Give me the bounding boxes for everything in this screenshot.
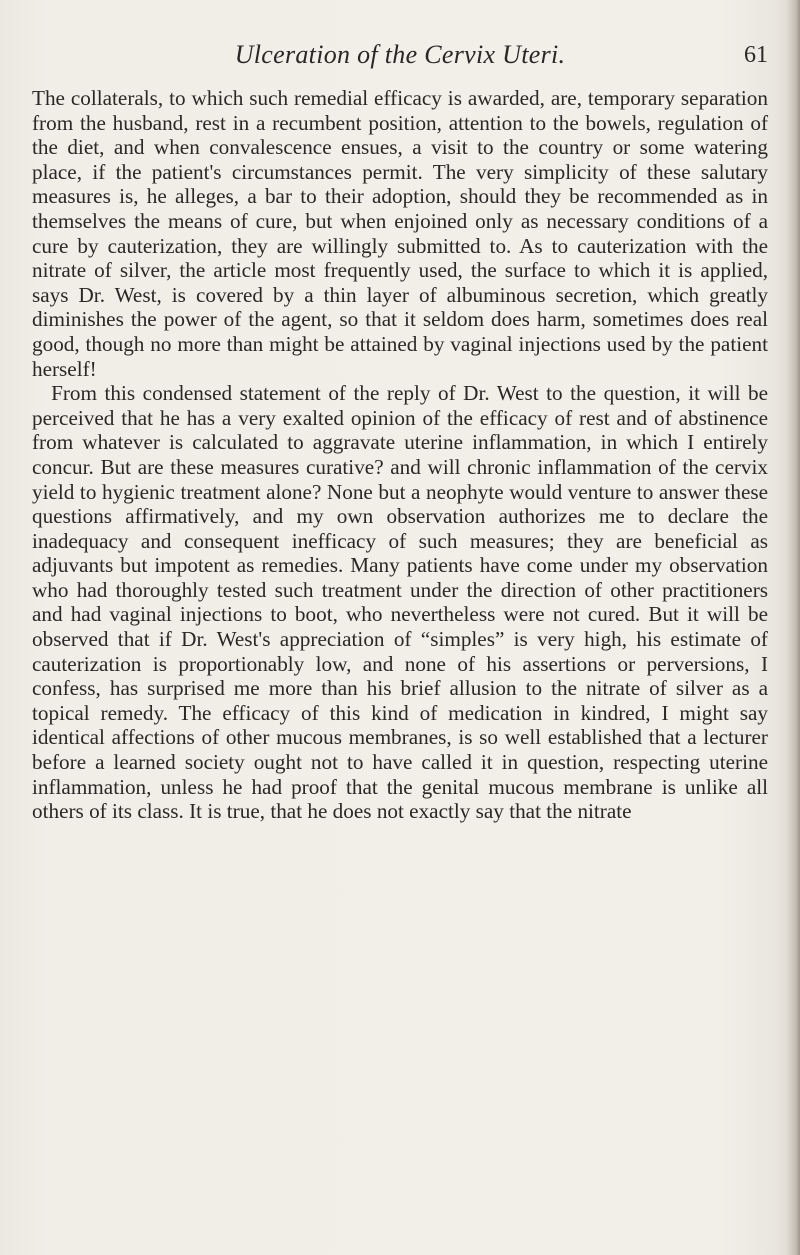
page-number: 61 [744, 42, 768, 68]
page-edge-shadow [786, 0, 800, 1255]
page-header [0, 40, 800, 76]
paragraph-2: From this condensed statement of the reply of Dr. West to the question, it will be perceived that he has a very exalted opinion of the efficacy of rest and of abstinence from whatever is calculated to aggravate uterine inflammation, in which I entirely concur. But are these measures curative? and will chronic inflammation of the cervix yield to hygienic treatment alone? None but a neophyte would venture to answer these questions affirmatively, and my own observation authorizes me to declare the inadequacy and consequent inefficacy of such measures; they are beneficial as adjuvants but impotent as remedies. Many patients have come under my observation who had thoroughly tested such treatment under the direction of other practitioners and had vaginal injections to boot, who nevertheless were not cured. But it will be observed that if Dr. West's appreciation of “simples” is very high, his estimate of cauterization is proportionably low, and none of his assertions or perversions, I confess, has surprised me more than his brief allusion to the nitrate of silver as a topical remedy. The efficacy of this kind of medication in kindred, I might say identical affections of other mucous membranes, is so well established that a lecturer before a learned society ought not to have called it in question, respecting uterine inflammation, unless he had proof that the genital mucous membrane is unlike all others of its class. It is true, that he does not exactly say that the nitrate [32, 381, 768, 824]
body-text [32, 86, 768, 824]
running-title: Ulceration of the Cervix Uteri. [234, 40, 566, 69]
paragraph-1: The collaterals, to which such remedial efficacy is awarded, are, temporary separation from the husband, rest in a recumbent position, attention to the bowels, regulation of the diet, and when convalescence ensues, a visit to the country or some watering place, if the patient's circumstances permit. The very simplicity of these salutary measures is, he alleges, a bar to their adoption, should they be recommended as in themselves the means of cure, but when enjoined only as necessary conditions of a cure by cauterization, they are willingly submitted to. As to cauterization with the nitrate of silver, the article most frequently used, the surface to which it is applied, says Dr. West, is covered by a thin layer of albuminous secretion, which greatly diminishes the power of the agent, so that it seldom does harm, sometimes does real good, though no more than might be attained by vaginal injections used by the patient herself! [32, 86, 768, 381]
